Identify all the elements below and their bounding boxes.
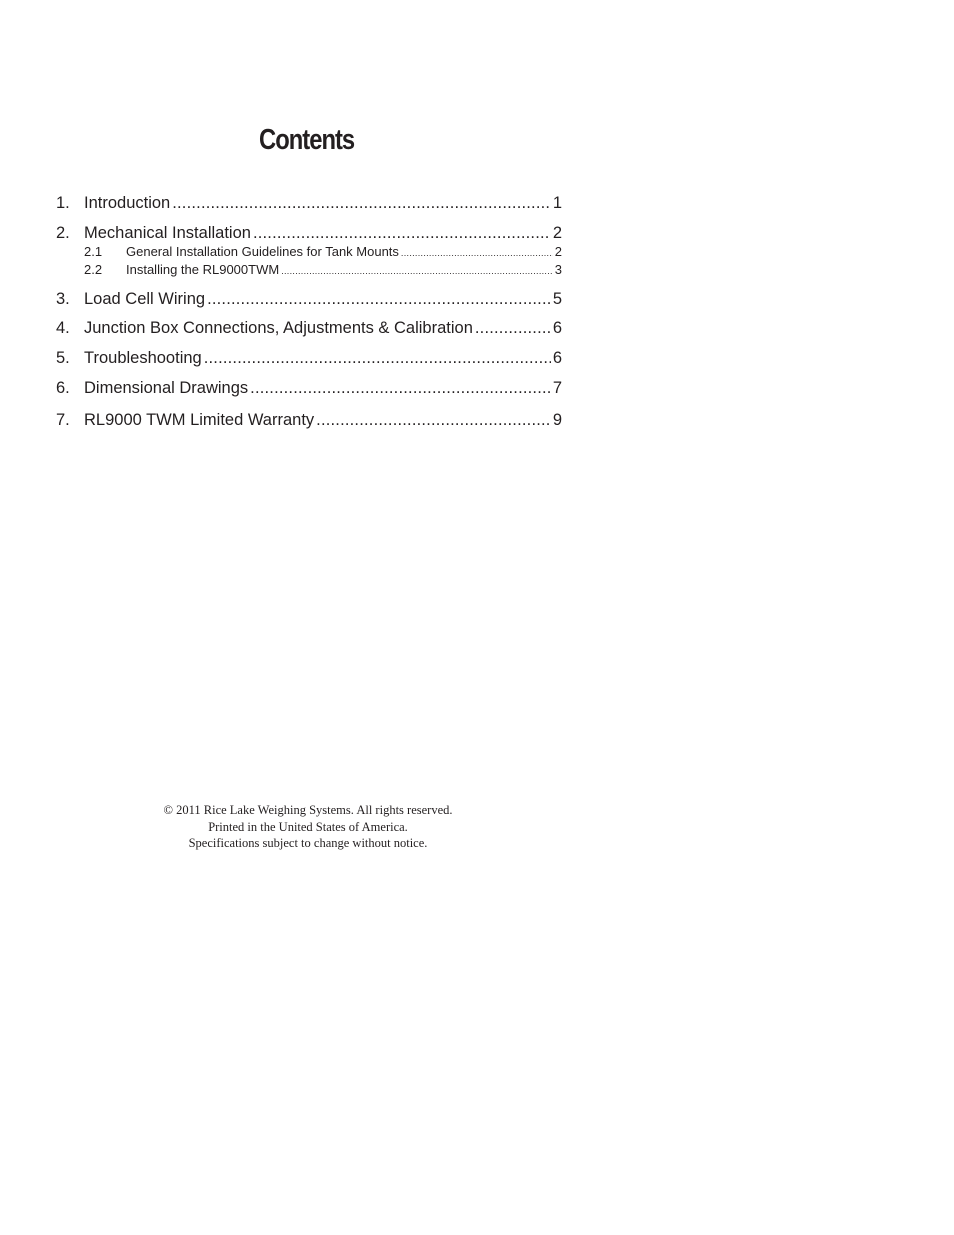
toc-entry-number: 6. [56, 379, 70, 397]
toc-entry-number: 3. [56, 290, 70, 308]
toc-subentry-page: 3 [554, 262, 562, 277]
toc-entry-page: 7 [552, 379, 562, 397]
toc-leader-dots [316, 409, 551, 431]
toc-entry-page: 1 [552, 194, 562, 212]
toc-subentry-general-guidelines[interactable] [56, 243, 562, 260]
toc-entry-number: 5. [56, 349, 70, 367]
toc-entry-junction-box[interactable] [56, 317, 562, 339]
toc-entry-number: 4. [56, 319, 70, 337]
printed-in-line: Printed in the United States of America. [208, 819, 408, 834]
toc-entry-introduction[interactable] [56, 192, 562, 214]
toc-entry-number: 2. [56, 224, 70, 242]
toc-leader-dots [204, 347, 551, 369]
toc-leader-dots [172, 192, 551, 214]
toc-entry-title: Troubleshooting [84, 349, 202, 367]
toc-entry-title: RL9000 TWM Limited Warranty [84, 411, 315, 429]
copyright-line: © 2011 Rice Lake Weighing Systems. All rights reserved. [163, 803, 453, 817]
toc-leader-dots [475, 317, 551, 339]
toc-leader-dots [207, 288, 551, 310]
toc-subentry-number: 2.2 [84, 262, 103, 277]
toc-entry-load-cell-wiring[interactable] [56, 288, 562, 310]
toc-entry-title: Load Cell Wiring [84, 290, 206, 308]
toc-entry-page: 6 [552, 319, 562, 337]
toc-subentry-page: 2 [554, 244, 562, 259]
toc-entry-title: Junction Box Connections, Adjustments & Calibration [84, 319, 473, 337]
toc-subentry-title: General Installation Guidelines for Tank Mounts [126, 244, 399, 259]
toc-entry-page: 6 [552, 349, 562, 367]
toc-subentry-number: 2.1 [84, 244, 103, 259]
toc-entry-page: 2 [552, 224, 562, 242]
toc-entry-limited-warranty[interactable] [56, 409, 562, 431]
toc-entry-number: 1. [56, 194, 70, 212]
toc-entry-page: 9 [552, 411, 562, 429]
toc-entry-number: 7. [56, 411, 70, 429]
toc-entry-mechanical-installation[interactable] [56, 222, 562, 244]
page-title: Contents [259, 124, 355, 156]
toc-entry-troubleshooting[interactable] [56, 347, 562, 369]
toc-leader-dots [281, 263, 553, 280]
toc-leader-dots [250, 377, 551, 399]
toc-leader-dots [253, 222, 551, 244]
toc-entry-title: Mechanical Installation [84, 224, 251, 242]
toc-subentry-title: Installing the RL9000TWM [126, 262, 280, 277]
toc-entry-title: Dimensional Drawings [84, 379, 249, 397]
toc-entry-title: Introduction [84, 194, 171, 212]
copyright-notice [146, 802, 470, 852]
toc-subentry-installing-rl9000twm[interactable] [56, 261, 562, 278]
toc-entry-page: 5 [552, 290, 562, 308]
toc-leader-dots [401, 245, 553, 262]
specifications-line: Specifications subject to change without notice. [188, 836, 428, 850]
toc-entry-dimensional-drawings[interactable] [56, 377, 562, 399]
